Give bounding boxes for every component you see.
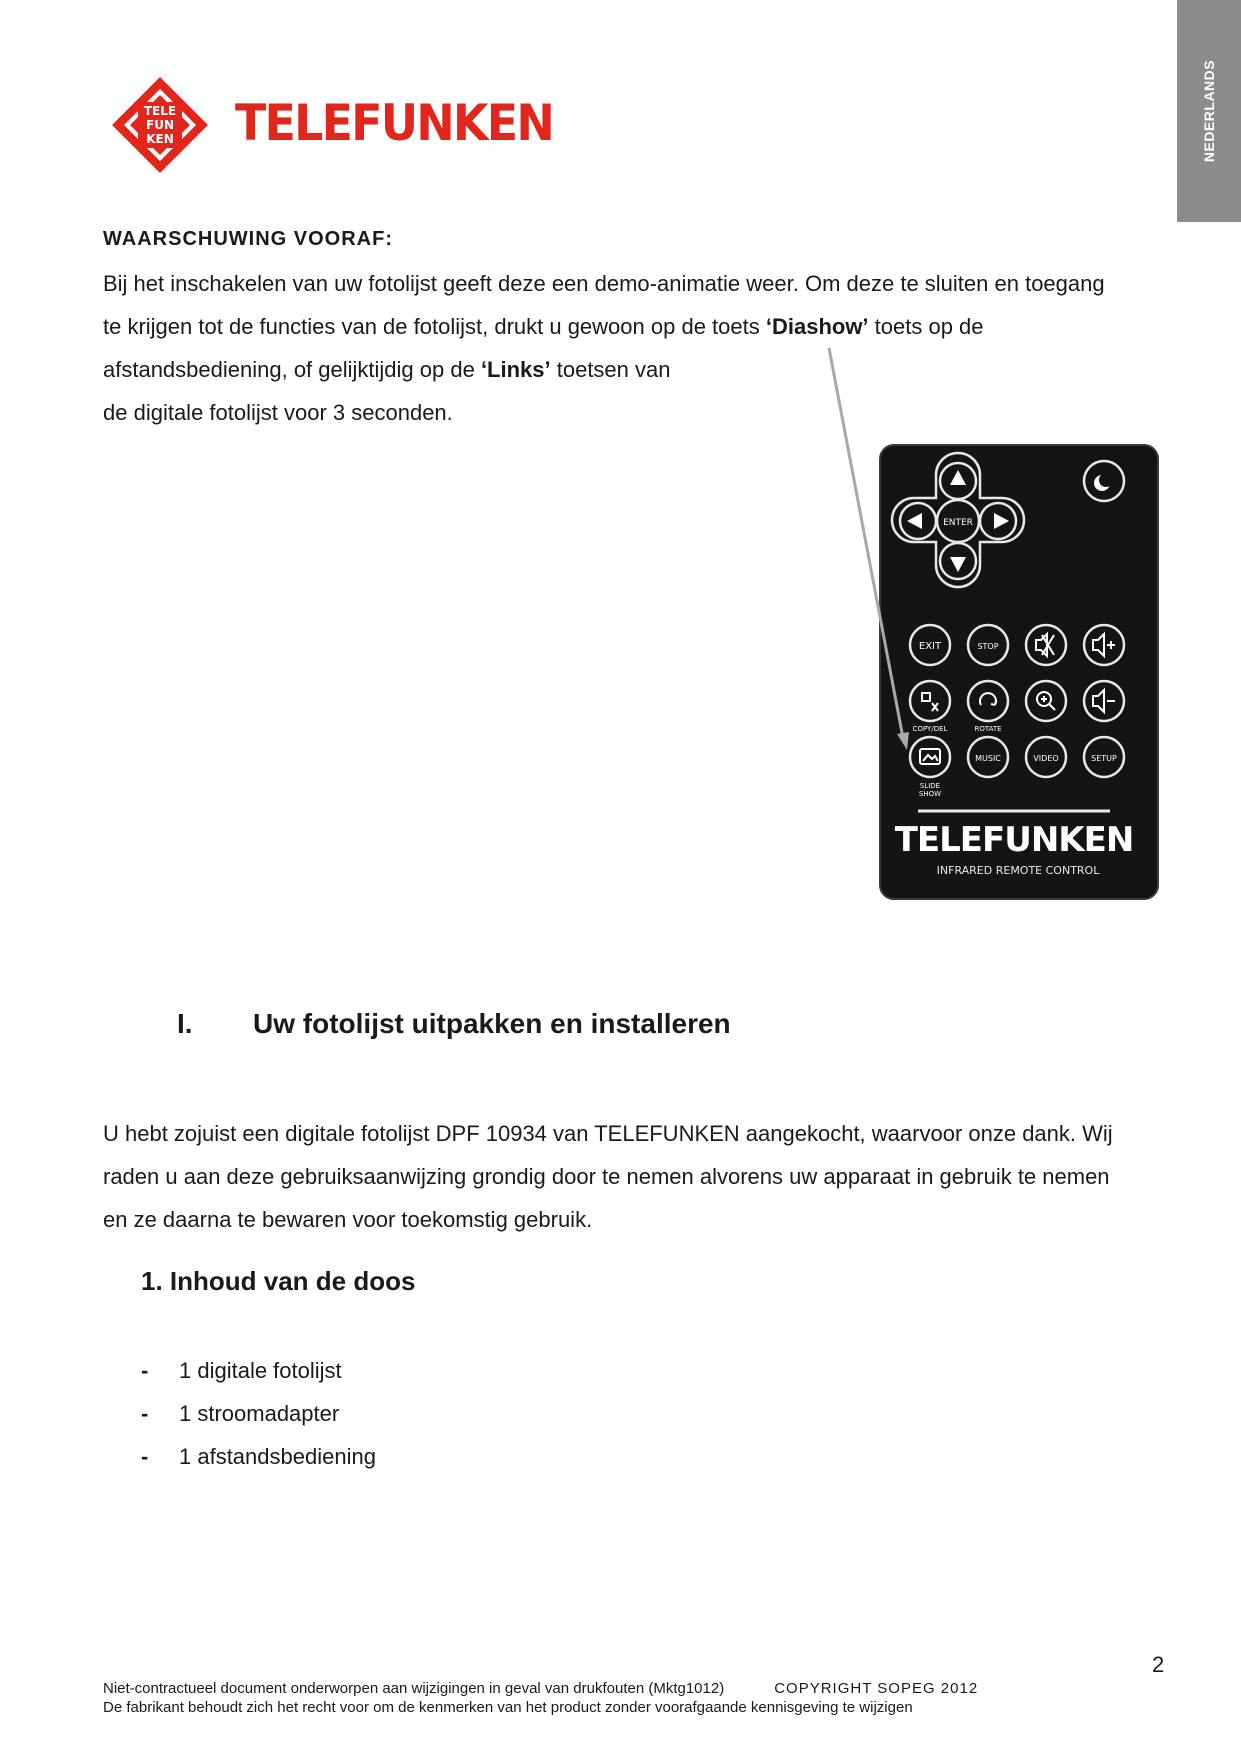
intro-line-2: raden u aan deze gebruiksaanwijzing grondig door te nemen alvorens uw apparaat in gebruik te nemen xyxy=(103,1164,1110,1189)
footer-copyright: COPYRIGHT SOPEG 2012 xyxy=(774,1680,979,1697)
list-dash: - xyxy=(141,1444,149,1469)
intro-line-3: en ze daarna te bewaren voor toekomstig gebruik. xyxy=(103,1207,593,1232)
links-key-label: ‘Links’ xyxy=(480,357,551,382)
emblem-line-1: TELE xyxy=(143,104,177,118)
footer-line-1 xyxy=(103,1679,978,1698)
telefunken-emblem-icon xyxy=(110,75,210,175)
warning-line-3 xyxy=(103,348,1163,391)
footer-disclaimer: Niet-contractueel document onderworpen aan wijzigingen in geval van drukfouten (Mktg1012) xyxy=(103,1680,725,1697)
page-number: 2 xyxy=(1152,1652,1165,1677)
remote-stop-label: STOP xyxy=(977,642,999,651)
section-title: Uw fotolijst uitpakken en installeren xyxy=(253,1008,731,1039)
remote-brand-label: TELEFUNKEN xyxy=(894,820,1134,860)
box-contents-heading: 1. Inhoud van de doos xyxy=(141,1266,416,1296)
section-number: I. xyxy=(177,1008,193,1039)
intro-paragraph xyxy=(103,1112,1168,1241)
emblem-line-2: FUN xyxy=(146,118,174,132)
warning-line-2-text: te krijgen tot de functies van de fotolijst, drukt u gewoon op de toets xyxy=(103,314,766,339)
diashow-key-label: ‘Diashow’ xyxy=(765,314,869,339)
warning-line-2 xyxy=(103,305,1163,348)
list-dash: - xyxy=(141,1358,149,1383)
footer-line-2: De fabrikant behoudt zich het recht voor om de kenmerken van het product zonder voorafgaande kennisgeving te wijzigen xyxy=(103,1699,913,1716)
remote-enter-label: ENTER xyxy=(943,518,973,528)
remote-control-image xyxy=(878,443,1162,903)
warning-line-2-end: toets op de xyxy=(868,314,984,339)
language-tab-label: NEDERLANDS xyxy=(1201,59,1217,163)
warning-text xyxy=(103,262,1163,434)
list-item xyxy=(141,1349,376,1392)
list-item-text: 1 digitale fotolijst xyxy=(179,1358,342,1383)
remote-copy-del-label: COPY/DEL xyxy=(912,725,948,733)
warning-line-1: Bij het inschakelen van uw fotolijst geeft deze een demo-animatie weer. Om deze te sluiten en toegang xyxy=(103,271,1105,296)
box-contents-list xyxy=(141,1349,376,1478)
list-item xyxy=(141,1392,376,1435)
intro-line-1: U hebt zojuist een digitale fotolijst DPF 10934 van TELEFUNKEN aangekocht, waarvoor onze dank. Wij xyxy=(103,1121,1113,1146)
remote-show-label: SHOW xyxy=(918,790,942,798)
emblem-line-3: KEN xyxy=(146,132,174,146)
remote-rotate-label: ROTATE xyxy=(974,725,1002,733)
list-item-text: 1 afstandsbediening xyxy=(179,1444,376,1469)
remote-exit-label: EXIT xyxy=(918,641,942,652)
remote-slide-label: SLIDE xyxy=(919,782,941,790)
warning-line-3-end: toetsen van xyxy=(550,357,671,382)
warning-title: WAARSCHUWING VOORAF: xyxy=(103,228,393,250)
section-heading xyxy=(177,1008,731,1040)
footer xyxy=(103,1679,978,1717)
remote-video-label: VIDEO xyxy=(1033,754,1059,763)
list-dash: - xyxy=(141,1401,149,1426)
remote-music-label: MUSIC xyxy=(975,754,1001,763)
brand-wordmark: TELEFUNKEN xyxy=(235,94,553,152)
remote-setup-label: SETUP xyxy=(1091,754,1117,763)
list-item xyxy=(141,1435,376,1478)
language-tab xyxy=(1177,0,1241,222)
warning-line-3-text: afstandsbediening, of gelijktijdig op de xyxy=(103,357,481,382)
warning-line-4: de digitale fotolijst voor 3 seconden. xyxy=(103,400,453,425)
list-item-text: 1 stroomadapter xyxy=(179,1401,340,1426)
remote-caption: INFRARED REMOTE CONTROL xyxy=(936,864,1100,877)
